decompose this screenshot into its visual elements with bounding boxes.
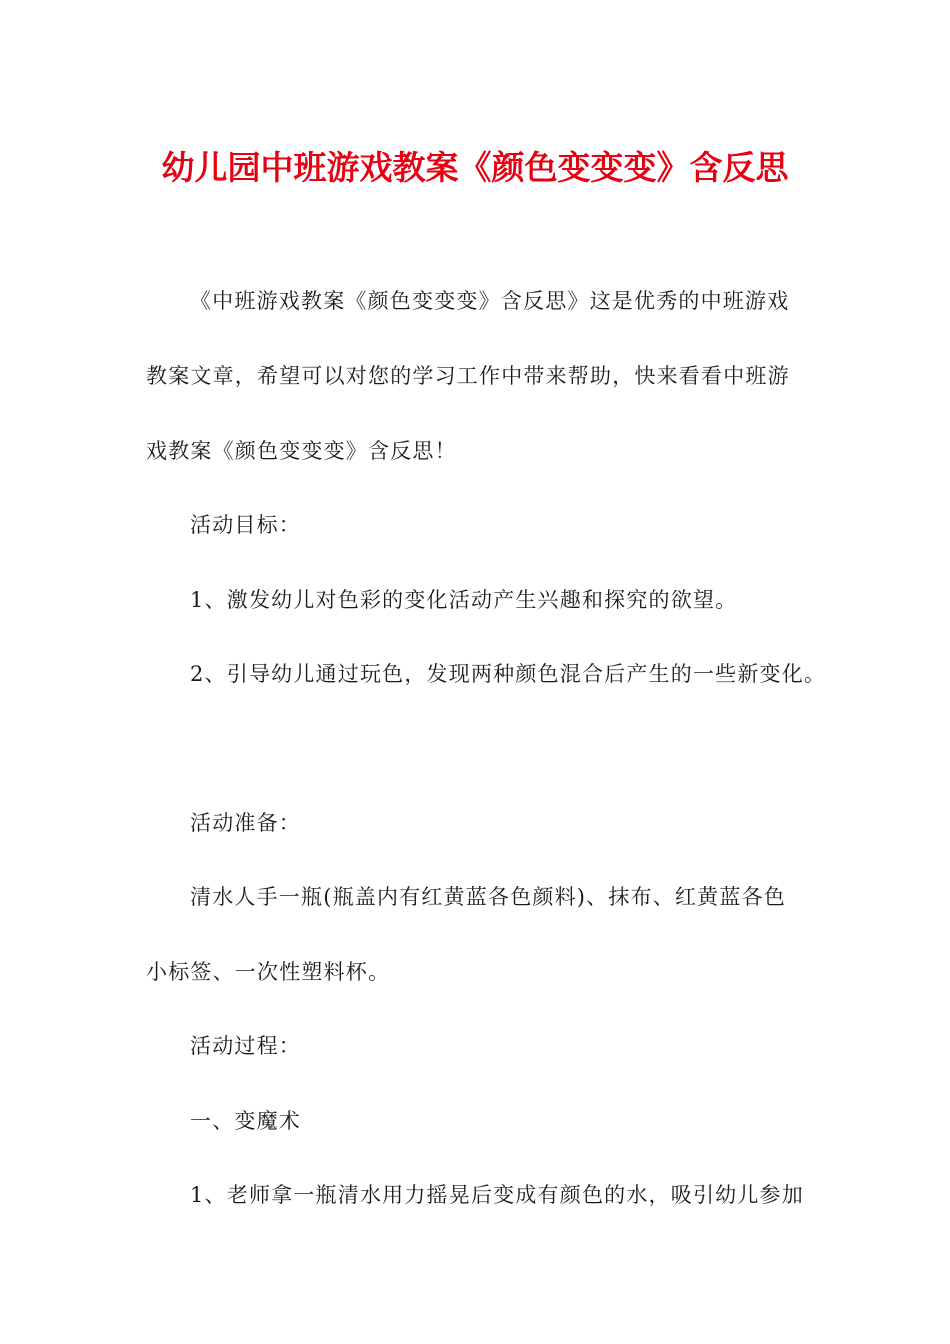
intro-line-3: 戏教案《颜色变变变》含反思！ (146, 439, 457, 463)
intro-line-2: 教案文章，希望可以对您的学习工作中带来帮助，快来看看中班游 (146, 364, 790, 388)
process-step-1: 1、老师拿一瓶清水用力摇晃后变成有颜色的水，吸引幼儿参加 (190, 1183, 804, 1207)
preparation-line-1: 清水人手一瓶(瓶盖内有红黄蓝各色颜料)、抹布、红黄蓝各色 (190, 885, 786, 909)
goal-item-2: 2、引导幼儿通过玩色，发现两种颜色混合后产生的一些新变化。 (190, 662, 827, 686)
process-subheading-magic: 一、变魔术 (190, 1109, 301, 1133)
section-heading-goals: 活动目标： (190, 513, 301, 537)
section-heading-preparation: 活动准备： (190, 811, 301, 835)
section-heading-process: 活动过程： (190, 1034, 301, 1058)
goal-item-1: 1、激发幼儿对色彩的变化活动产生兴趣和探究的欲望。 (190, 588, 738, 612)
preparation-line-2: 小标签、一次性塑料杯。 (146, 960, 391, 984)
document-title: 幼儿园中班游戏教案《颜色变变变》含反思 (161, 148, 789, 187)
intro-line-1: 《中班游戏教案《颜色变变变》含反思》这是优秀的中班游戏 (190, 289, 790, 313)
